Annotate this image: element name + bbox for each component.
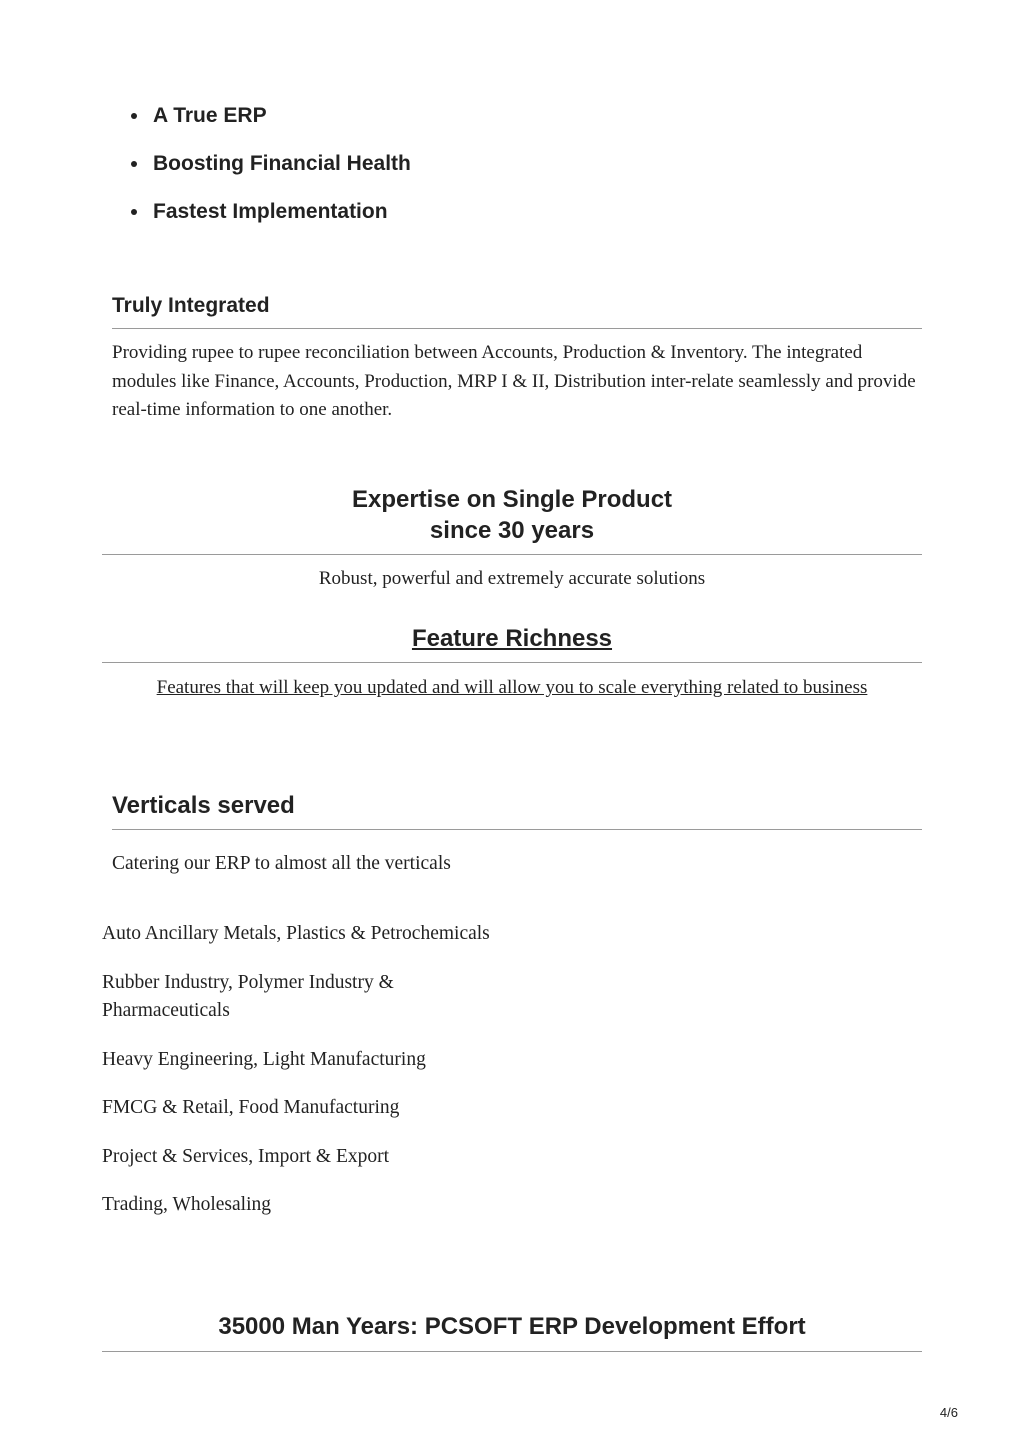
verticals-intro: Catering our ERP to almost all the verticals xyxy=(112,853,451,874)
vertical-item: Rubber Industry, Polymer Industry & Pharmaceuticals xyxy=(102,971,394,1021)
section-divider xyxy=(112,328,922,329)
truly-integrated-body: Providing rupee to rupee reconciliation between Accounts, Production & Inventory. The integrated modules like Finance, Accounts, Production, MRP I & II, Distribution inter-relate seamlessly and provide real-time information to one another. xyxy=(112,342,916,420)
vertical-item: Auto Ancillary Metals, Plastics & Petrochemicals xyxy=(102,923,490,944)
feature-richness-link[interactable]: Feature Richness xyxy=(411,625,613,652)
development-effort-heading: 35000 Man Years: PCSOFT ERP Development Effort xyxy=(218,1313,806,1340)
expertise-heading-line1: Expertise on Single Product xyxy=(351,486,673,513)
section-divider xyxy=(112,829,922,830)
feature-richness-body-link[interactable]: Features that will keep you updated and will allow you to scale everything related to business xyxy=(156,677,868,698)
expertise-body: Robust, powerful and extremely accurate solutions xyxy=(318,568,706,589)
section-divider xyxy=(102,662,922,663)
section-divider xyxy=(102,1351,922,1352)
section-divider xyxy=(102,554,922,555)
verticals-list xyxy=(102,920,502,1240)
vertical-item: Trading, Wholesaling xyxy=(102,1194,271,1215)
verticals-served-heading: Verticals served xyxy=(112,792,295,819)
expertise-heading xyxy=(102,484,922,546)
page-number: 4/6 xyxy=(939,1405,958,1420)
highlight-item: Boosting Financial Health xyxy=(130,148,411,196)
expertise-heading-line2: since 30 years xyxy=(429,517,595,544)
feature-richness-body xyxy=(102,674,922,703)
vertical-item: Project & Services, Import & Export xyxy=(102,1145,390,1167)
highlights-list xyxy=(130,100,411,244)
vertical-item: FMCG & Retail, Food Manufacturing xyxy=(102,1097,400,1118)
truly-integrated-heading: Truly Integrated xyxy=(112,294,270,317)
highlight-item: A True ERP xyxy=(130,100,411,148)
highlight-item: Fastest Implementation xyxy=(130,196,411,244)
vertical-item: Heavy Engineering, Light Manufacturing xyxy=(102,1048,426,1070)
